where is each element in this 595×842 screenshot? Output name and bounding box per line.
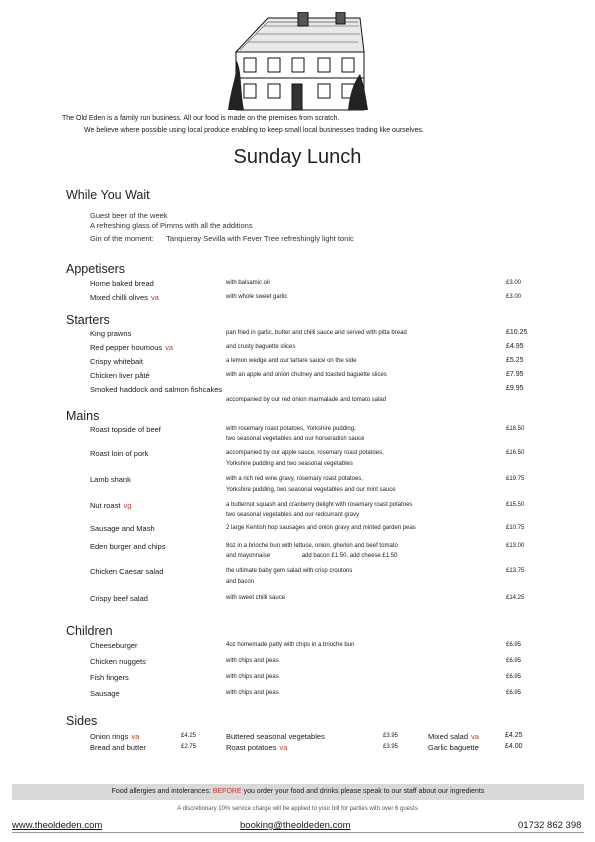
item-price: £3.00 [506, 294, 522, 300]
side-item-price: £3.95 [383, 744, 399, 750]
item-description: and mayonnaise add bacon £1.50, add cheese £1.50 [226, 553, 398, 559]
side-item-price: £3.95 [383, 733, 399, 739]
side-item-name: Roast potatoes va [226, 743, 288, 752]
item-name: Roast loin of pork [90, 449, 149, 458]
item-description: with balsamic oil [226, 280, 270, 286]
item-description: the ultimate baby gem salad with crisp croutons [226, 568, 353, 574]
item-price: £6.95 [506, 642, 522, 648]
item-name: Red pepper houmous va [90, 343, 174, 352]
section-heading-mains: Mains [66, 409, 100, 423]
item-price: £19.75 [506, 476, 525, 482]
allergy-highlight: BEFORE [212, 788, 242, 795]
item-price: £10.75 [506, 525, 525, 531]
item-price: £6.95 [506, 658, 522, 664]
side-item-price: £4.00 [505, 743, 523, 750]
section-heading-children: Children [66, 624, 113, 638]
item-description: Yorkshire pudding and two seasonal vegetables [226, 461, 353, 467]
menu-item [0, 293, 595, 305]
item-description: with chips and peas [226, 690, 279, 696]
wait-line: Gin of the moment: Tanqueray Sevilla with Fever Tree refreshingly light tonic [90, 234, 354, 243]
item-name: Sausage and Mash [90, 524, 155, 533]
item-price: £13.00 [506, 543, 525, 549]
item-description: 2 large Kentish hop sausages and onion gravy and minted garden peas [226, 525, 416, 531]
item-name: Chicken liver pâté [90, 371, 150, 380]
menu-item [0, 475, 595, 487]
menu-item [0, 641, 595, 653]
item-price: £6.95 [506, 674, 522, 680]
allergy-notice: Food allergies and intolerances: BEFORE you order your food and drinks please speak to our staff about our ingredients [111, 788, 485, 795]
item-name: Crispy whitebait [90, 357, 143, 366]
wait-line: A refreshing glass of Pimms with all the additions [90, 221, 253, 230]
item-price: £16.50 [506, 450, 525, 456]
footer-divider [12, 832, 584, 833]
item-name: Roast topside of beef [90, 425, 161, 434]
item-price: £5.25 [506, 357, 524, 364]
menu-item [0, 279, 595, 291]
dietary-tag: va [165, 343, 174, 352]
item-description: accompanied by our red onion marmalade and tomato salad [226, 397, 387, 403]
menu-item [0, 371, 595, 383]
menu-item [0, 657, 595, 669]
menu-item [0, 357, 595, 369]
menu-item [0, 385, 595, 397]
item-name: Mixed chilli olives va [90, 293, 159, 302]
intro-line-2: We believe where possible using local produce enabling to keep small local businesses trading like ourselves. [84, 127, 424, 134]
item-name: Chicken nuggets [90, 657, 146, 666]
item-price: £13.75 [506, 568, 525, 574]
item-name: Sausage [90, 689, 120, 698]
service-charge-note: A discretionary 10% service charge will be applied to your bill for parties with over 6 guests [177, 806, 418, 812]
menu-item [0, 594, 595, 606]
item-price: £6.95 [506, 690, 522, 696]
item-description: with chips and peas [226, 658, 279, 664]
item-description: with chips and peas [226, 674, 279, 680]
item-description: pan fried in garlic, butter and chilli sauce and served with pitta bread [226, 330, 407, 336]
item-description: with sweet chilli sauce [226, 595, 286, 601]
side-item-name: Onion rings va [90, 732, 140, 741]
side-item-price: £4.25 [505, 732, 523, 739]
dietary-tag: vg [123, 501, 132, 510]
side-item-price: £2.75 [181, 744, 197, 750]
page-title: Sunday Lunch [233, 146, 362, 168]
menu-item [0, 567, 595, 579]
item-description: with a rich red wine gravy, rosemary roast potatoes, [226, 476, 363, 482]
item-description: accompanied by our apple sauce, rosemary roast potatoes, [226, 450, 384, 456]
item-description: Yorkshire pudding, two seasonal vegetables and our mint sauce [226, 487, 396, 493]
menu-item [0, 689, 595, 701]
menu-item [0, 449, 595, 461]
side-item-price: £4.25 [181, 733, 197, 739]
pub-building-logo [228, 12, 368, 112]
email-link[interactable]: booking@theoldeden.com [240, 820, 351, 831]
item-price: £9.95 [506, 385, 524, 392]
phone-number: 01732 862 398 [518, 820, 582, 831]
intro-line-1: The Old Eden is a family run business. All our food is made on the premises from scratch. [62, 115, 340, 122]
side-item-name: Mixed salad va [428, 732, 479, 741]
dietary-tag: va [150, 293, 159, 302]
section-heading-sides: Sides [66, 714, 98, 728]
item-name: Lamb shank [90, 475, 131, 484]
dietary-tag: va [279, 743, 288, 752]
item-description: and crusty baguette slices [226, 344, 296, 350]
item-name: Crispy beef salad [90, 594, 148, 603]
item-description: with whole sweet garlic [226, 294, 288, 300]
item-price: £7.95 [506, 371, 524, 378]
item-price: £4.95 [506, 343, 524, 350]
section-heading-appetisers: Appetisers [66, 262, 126, 276]
menu-item [0, 329, 595, 341]
section-heading-while-you-wait: While You Wait [66, 188, 150, 202]
item-price: £3.00 [506, 280, 522, 286]
menu-item [0, 524, 595, 536]
item-description: 4oz homemade patty with chips in a brioche bun [226, 642, 355, 648]
side-item-name: Garlic baguette [428, 743, 479, 752]
item-name: Nut roast vg [90, 501, 132, 510]
item-description: 8oz in a brioche bun with lettuce, onion, gherkin and beef tomato [226, 543, 398, 549]
item-name: Fish fingers [90, 673, 129, 682]
item-name: Smoked haddock and salmon fishcakes [90, 385, 223, 394]
item-name: Cheeseburger [90, 641, 138, 650]
item-name: Eden burger and chips [90, 542, 166, 551]
website-link[interactable]: www.theoldeden.com [12, 820, 103, 831]
item-name: Home baked bread [90, 279, 154, 288]
item-name: Chicken Caesar salad [90, 567, 164, 576]
item-price: £15.50 [506, 502, 525, 508]
side-item-name: Bread and butter [90, 743, 146, 752]
item-description: with rosemary roast potatoes, Yorkshire pudding, [226, 426, 356, 432]
item-price: £18.50 [506, 426, 525, 432]
item-name: King prawns [90, 329, 132, 338]
menu-item [0, 343, 595, 355]
item-description: two seasonal vegetables and our horseradish sauce [226, 436, 365, 442]
wait-line: Guest beer of the week [90, 211, 168, 220]
section-heading-starters: Starters [66, 313, 110, 327]
item-description: a butternut squash and cranberry delight with rosemary roast potatoes [226, 502, 413, 508]
item-price: £10.25 [506, 329, 528, 336]
dietary-tag: va [131, 732, 140, 741]
menu-item [0, 673, 595, 685]
item-description: a lemon wedge and our tartare sauce on the side [226, 358, 357, 364]
item-price: £14.25 [506, 595, 525, 601]
item-description: with an apple and onion chutney and toasted baguette slices [226, 372, 387, 378]
side-item-name: Buttered seasonal vegetables [226, 732, 325, 741]
item-description: and bacon [226, 579, 255, 585]
item-description: two seasonal vegetables and our redcurrant gravy [226, 512, 360, 518]
dietary-tag: va [471, 732, 479, 741]
